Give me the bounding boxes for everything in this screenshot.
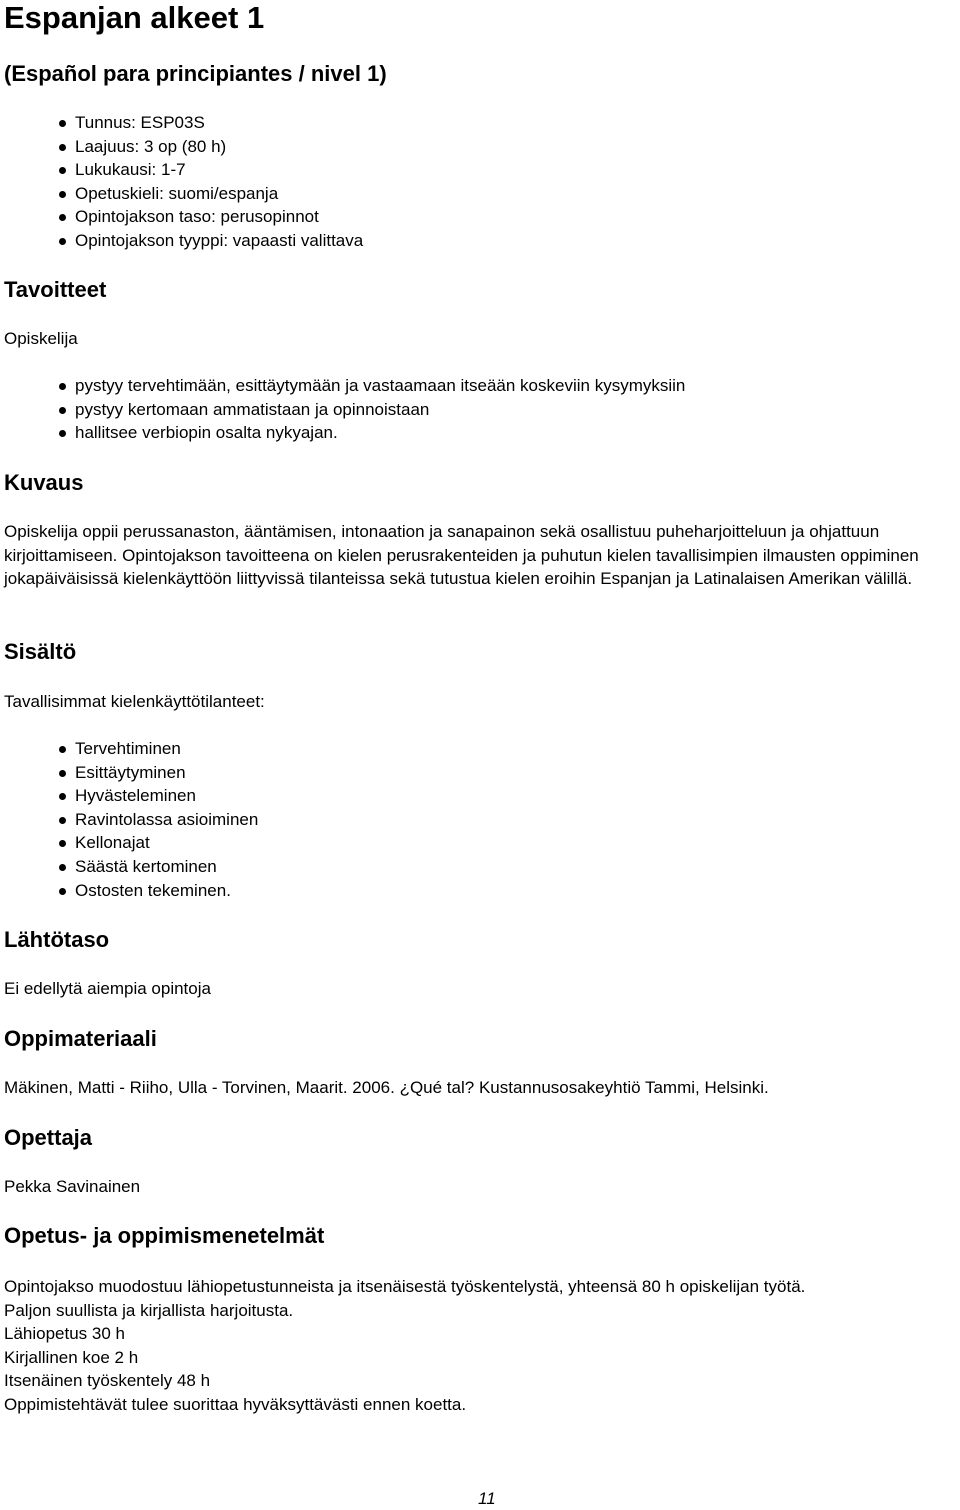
kuvaus-text: Opiskelija oppii perussanaston, ääntämisen, intonaation ja sanapainon sekä osallistuu puheharjoitteluun ja ohjattuun kirjoittamiseen. Opintojakson tavoitteena on kielen perusrakenteiden ja puhutun kielen tavallisimpien ilmausten oppiminen jokapäiväisissä kielenkäyttöön liittyvissä tilanteissa sekä tutustua kielen eroihin Espanjan ja Latinalaisen Amerikan välillä. bbox=[4, 522, 919, 588]
section-heading-lahtotaso: Lähtötaso bbox=[4, 927, 110, 952]
list-item: Opintojakson tyyppi: vapaasti valittava bbox=[58, 229, 363, 253]
menetelmat-line: Kirjallinen koe 2 h bbox=[4, 1347, 139, 1367]
list-item: Ravintolassa asioiminen bbox=[58, 808, 258, 832]
menetelmat-text bbox=[4, 1275, 805, 1416]
lahtotaso-text: Ei edellytä aiempia opintoja bbox=[4, 979, 211, 998]
menetelmat-line: Oppimistehtävät tulee suorittaa hyväksyttävästi ennen koetta. bbox=[4, 1394, 467, 1414]
list-item: Opintojakson taso: perusopinnot bbox=[58, 205, 363, 229]
list-item: Laajuus: 3 op (80 h) bbox=[58, 135, 363, 159]
list-item: Lukukausi: 1-7 bbox=[58, 158, 363, 182]
page-number: 11 bbox=[478, 1489, 496, 1508]
section-heading-opettaja: Opettaja bbox=[4, 1125, 93, 1150]
menetelmat-line: Paljon suullista ja kirjallista harjoitusta. bbox=[4, 1300, 294, 1320]
list-item: Hyvästeleminen bbox=[58, 784, 258, 808]
tavoitteet-list bbox=[58, 374, 685, 445]
section-heading-kuvaus: Kuvaus bbox=[4, 470, 84, 495]
list-item: Kellonajat bbox=[58, 831, 258, 855]
list-item: Tunnus: ESP03S bbox=[58, 111, 363, 135]
section-heading-menetelmat: Opetus- ja oppimismenetelmät bbox=[4, 1223, 325, 1248]
opettaja-text: Pekka Savinainen bbox=[4, 1177, 141, 1196]
section-heading-sisalto: Sisältö bbox=[4, 639, 77, 664]
list-item: Ostosten tekeminen. bbox=[58, 879, 258, 903]
list-item: Säästä kertominen bbox=[58, 855, 258, 879]
menetelmat-line: Opintojakso muodostuu lähiopetustunneista ja itsenäisestä työskentelystä, yhteensä 80 h opiskelijan työtä. bbox=[4, 1277, 806, 1296]
menetelmat-line: Itsenäinen työskentely 48 h bbox=[4, 1371, 211, 1390]
oppimateriaali-text: Mäkinen, Matti - Riiho, Ulla - Torvinen, Maarit. 2006. ¿Qué tal? Kustannusosakeyhtiö Tammi, Helsinki. bbox=[4, 1078, 769, 1097]
list-item: pystyy kertomaan ammatistaan ja opinnoistaan bbox=[58, 398, 685, 422]
list-item: Tervehtiminen bbox=[58, 737, 258, 761]
list-item: Opetuskieli: suomi/espanja bbox=[58, 182, 363, 206]
page-subtitle: (Español para principiantes / nivel 1) bbox=[4, 61, 387, 86]
list-item: Esittäytyminen bbox=[58, 761, 258, 785]
section-heading-tavoitteet: Tavoitteet bbox=[4, 277, 107, 302]
info-list bbox=[58, 111, 363, 253]
list-item: hallitsee verbiopin osalta nykyajan. bbox=[58, 421, 685, 445]
sisalto-intro: Tavallisimmat kielenkäyttötilanteet: bbox=[4, 692, 265, 711]
sisalto-list bbox=[58, 737, 258, 902]
tavoitteet-intro: Opiskelija bbox=[4, 329, 78, 348]
list-item: pystyy tervehtimään, esittäytymään ja vastaamaan itseään koskeviin kysymyksiin bbox=[58, 374, 685, 398]
section-heading-oppimateriaali: Oppimateriaali bbox=[4, 1026, 157, 1051]
page-title: Espanjan alkeet 1 bbox=[4, 0, 265, 35]
menetelmat-line: Lähiopetus 30 h bbox=[4, 1324, 125, 1343]
